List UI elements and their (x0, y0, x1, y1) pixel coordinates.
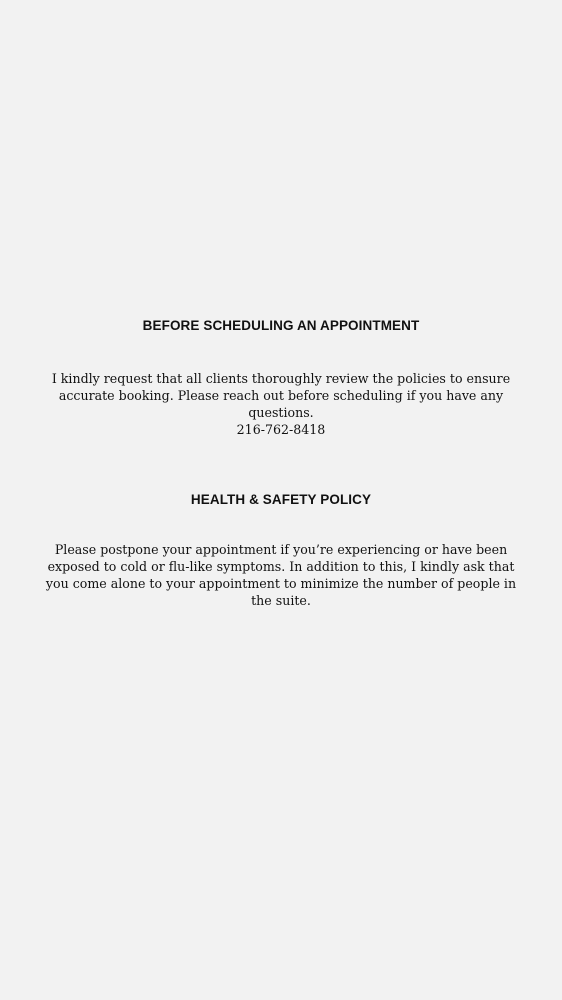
phone-number: 216-762-8418 (236, 422, 326, 437)
health-safety-heading-wrap (50, 492, 512, 508)
scheduling-section-text (50, 370, 512, 438)
health-safety-text-line: the suite. (251, 593, 311, 608)
scheduling-section-heading-wrap (50, 318, 512, 334)
scheduling-text-line: accurate booking. Please reach out before scheduling if you have any (58, 388, 504, 403)
health-safety-text-line: you come alone to your appointment to minimize the number of people in (45, 576, 517, 591)
health-safety-text-line: Please postpone your appointment if you’re experiencing or have been (54, 542, 508, 557)
health-safety-text-line: exposed to cold or flu-like symptoms. In addition to this, I kindly ask that (47, 559, 515, 574)
health-safety-heading: HEALTH & SAFETY POLICY (190, 492, 372, 507)
scheduling-text-line: questions. (248, 405, 314, 420)
scheduling-text-line: I kindly request that all clients thoroughly review the policies to ensure (51, 371, 511, 386)
scheduling-section-heading: BEFORE SCHEDULING AN APPOINTMENT (142, 318, 420, 333)
health-safety-body (40, 541, 522, 609)
health-safety-text (40, 541, 522, 609)
scheduling-section-body (50, 370, 512, 438)
